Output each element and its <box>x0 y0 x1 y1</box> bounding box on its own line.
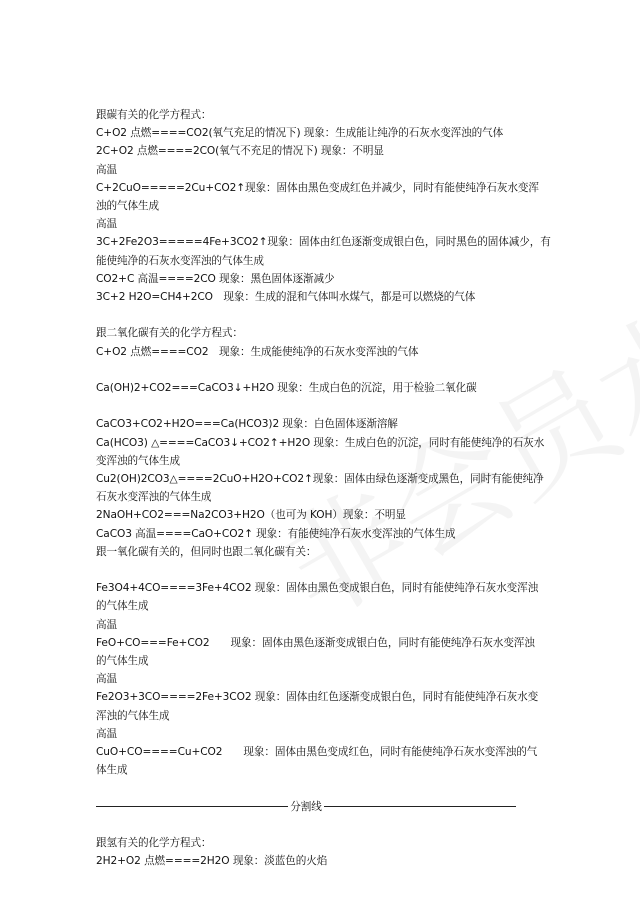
text-line: 高温 <box>96 727 117 740</box>
text-line: C+O2 点燃====CO2(氧气充足的情况下) 现象：生成能让纯净的石灰水变浑浊的气体 <box>96 127 504 140</box>
text-line: C+O2 点燃====CO2 现象：生成能使纯净的石灰水变浑浊的气体 <box>96 345 419 358</box>
text-line: 2NaOH+CO2===Na2CO3+H2O（也可为 KOH）现象：不明显 <box>96 509 406 522</box>
text-line: CaCO3 高温====CaO+CO2↑ 现象：有能使纯净石灰水变浑浊的气体生成 <box>96 527 456 540</box>
text-line: 3C+2 H2O=CH4+2CO 现象：生成的混和气体叫水煤气，都是可以燃烧的气体 <box>96 291 476 304</box>
divider-rule-right <box>324 806 516 807</box>
text-line: 2C+O2 点燃====2CO(氧气不充足的情况下) 现象：不明显 <box>96 145 384 158</box>
text-line: 变浑浊的气体生成 <box>96 454 180 467</box>
section-divider <box>96 798 516 816</box>
text-line: 跟一氧化碳有关的，但同时也跟二氧化碳有关： <box>96 545 317 558</box>
text-line: 高温 <box>96 618 117 631</box>
blank-line <box>96 361 566 379</box>
blank-line <box>96 816 566 834</box>
blank-line <box>96 779 566 797</box>
text-line: 高温 <box>96 673 117 686</box>
text-line: 3C+2Fe2O3=====4Fe+3CO2↑现象：固体由红色逐渐变成银白色，同时黑色的固体减少，有 <box>96 236 551 249</box>
text-line: Cu2(OH)2CO3△====2CuO+H2O+CO2↑现象：固体由绿色逐渐变成黑色，同时有能使纯净 <box>96 473 544 486</box>
text-line: 的气体生成 <box>96 600 149 613</box>
blank-line <box>96 306 566 324</box>
text-line: Ca(OH)2+CO2===CaCO3↓+H2O 现象：生成白色的沉淀，用于检验二氧化碳 <box>96 382 477 395</box>
text-line: CaCO3+CO2+H2O===Ca(HCO3)2 现象：白色固体逐渐溶解 <box>96 418 398 431</box>
text-line: 跟碳有关的化学方程式： <box>96 109 212 121</box>
text-line: C+2CuO=====2Cu+CO2↑现象：固体由黑色变成红色并减少，同时有能使纯净石灰水变浑 <box>96 181 539 194</box>
text-line: 浑浊的气体生成 <box>96 709 170 722</box>
blank-line <box>96 561 566 579</box>
divider-rule-left <box>96 806 288 807</box>
text-line: 浊的气体生成 <box>96 200 159 213</box>
text-line: Ca(HCO3) △====CaCO3↓+CO2↑+H2O 现象：生成白色的沉淀，同时有能使纯净的石灰水 <box>96 436 545 449</box>
text-line: 高温 <box>96 218 117 231</box>
text-line: CO2+C 高温====2CO 现象：黑色固体逐渐减少 <box>96 272 335 285</box>
text-line: CuO+CO====Cu+CO2 现象：固体由黑色变成红色，同时有能使纯净石灰水变浑浊的气 <box>96 746 538 759</box>
text-line: 2H2+O2 点燃====2H2O 现象：淡蓝色的火焰 <box>96 855 328 868</box>
text-line: 跟氢有关的化学方程式： <box>96 837 212 850</box>
text-line: 能使纯净的石灰水变浑浊的气体生成 <box>96 254 264 267</box>
document-body <box>96 106 566 870</box>
divider-label: 分割线 <box>290 800 322 813</box>
text-line: FeO+CO===Fe+CO2 现象：固体由黑色逐渐变成银白色，同时有能使纯净石灰水变浑浊 <box>96 636 535 649</box>
text-line: 高温 <box>96 163 117 176</box>
text-line: 跟二氧化碳有关的化学方程式： <box>96 327 243 340</box>
text-line: 的气体生成 <box>96 655 149 668</box>
text-line: 体生成 <box>96 764 128 777</box>
text-line: Fe2O3+3CO====2Fe+3CO2 现象：固体由红色逐渐变成银白色，同时有能使纯净石灰水变 <box>96 691 539 704</box>
text-line: Fe3O4+4CO====3Fe+4CO2 现象：固体由黑色变成银白色，同时有能使纯净石灰水变浑浊 <box>96 582 539 595</box>
blank-line <box>96 397 566 415</box>
text-line: 石灰水变浑浊的气体生成 <box>96 491 212 504</box>
